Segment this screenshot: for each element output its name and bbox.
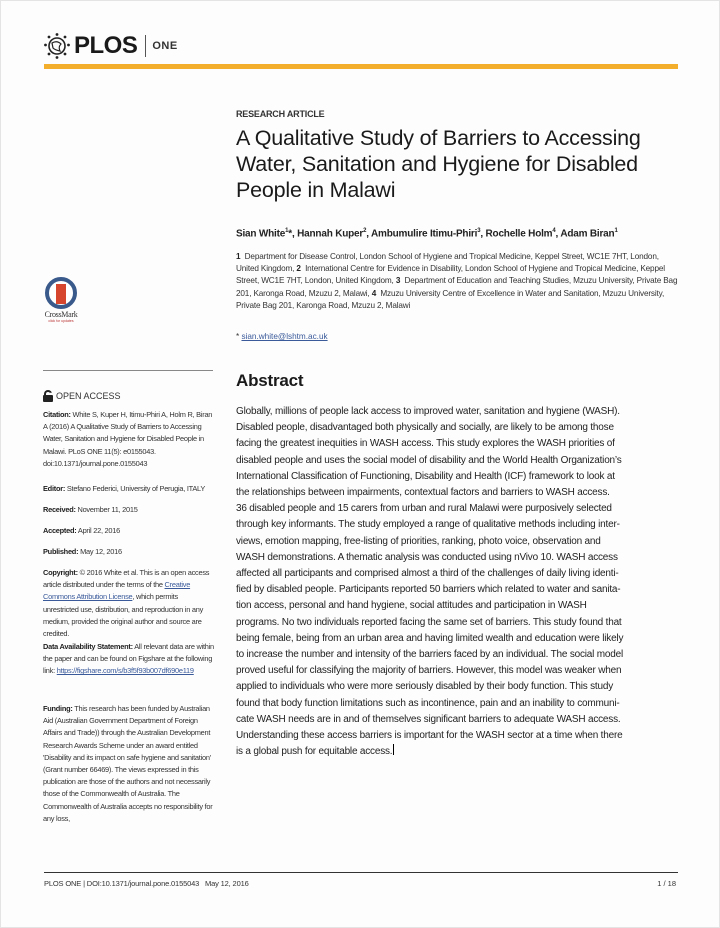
- copyright-text: © 2016 White et al. This is an open access article distributed under the terms of the: [43, 568, 210, 590]
- abstract-line: applied to individuals who were more seriously disabled by their body function. This study: [236, 681, 614, 693]
- abstract-line: tion access, personal and hand hygiene, social attitudes and participation in WASH: [236, 600, 587, 612]
- abstract-body[interactable]: [236, 404, 682, 760]
- affiliations: [236, 251, 681, 312]
- abstract-line: is a global push for equitable access.: [236, 746, 393, 758]
- footer-divider: [44, 872, 678, 873]
- crossmark-badge[interactable]: [39, 277, 83, 331]
- corresponding-author: [236, 332, 328, 341]
- abstract-line: WASH demonstrations. A thematic analysis was conducted using nVivo 10. WASH access: [236, 551, 618, 563]
- author-affil-sup: 3: [477, 228, 481, 234]
- abstract-line: International Classification of Functioning, Disability and Health (ICF) framework to look at: [236, 470, 615, 482]
- data-availability-block: [43, 641, 215, 678]
- author-affil-sup: 1: [614, 228, 618, 234]
- affil-number: 1: [236, 252, 241, 261]
- logo-journal-text: ONE: [152, 40, 178, 52]
- published-date: May 12, 2016: [80, 547, 122, 556]
- author-name: Sian White: [236, 228, 286, 240]
- open-lock-icon: [43, 390, 53, 402]
- editor-block: [43, 483, 215, 495]
- data-availability-label: Data Availability Statement:: [43, 642, 133, 651]
- affil-text: Department of Education and Teaching Studies, Mzuzu University, Private Bag 201, Karonga Road, Mzuzu 2, Malawi,: [236, 276, 678, 298]
- abstract-line: fied by disabled people. Participants reported 50 barriers which related to water and sanita-: [236, 584, 621, 596]
- affil-number: 3: [395, 276, 401, 286]
- funding-label: Funding:: [43, 704, 73, 713]
- text-cursor: [393, 744, 394, 755]
- published-block: [43, 546, 215, 558]
- open-access-badge: [43, 390, 121, 402]
- author-affil-sup: 4: [552, 228, 556, 234]
- abstract-line: being female, being from an urban area and having limited wealth and education were likely: [236, 632, 624, 644]
- author-affil-sup: 1: [285, 228, 289, 234]
- crossmark-flag-icon: [56, 284, 66, 304]
- crossmark-sublabel: click for updates: [48, 319, 74, 323]
- article-title: A Qualitative Study of Barriers to Accessing Water, Sanitation and Hygiene for Disabled People in Malawi: [236, 126, 641, 202]
- affil-text: International Centre for Evidence in Disability, London School of Hygiene and Tropical Medicine, Keppel Street, WC1E 7HT, London, United Kingdom,: [236, 264, 665, 286]
- corresponding-mark: *: [236, 332, 240, 341]
- sidebar-divider: [43, 370, 213, 371]
- copyright-text-cont: , which permits unrestricted use, distribution, and reproduction in any medium, provided the original author and source are credited.: [43, 592, 204, 639]
- logo-separator: [145, 35, 146, 57]
- affil-text: Mzuzu University Centre of Excellence in Water and Sanitation, Mzuzu University, Private Bag 201, Karonga Road, Mzuzu 2, Malawi: [236, 288, 665, 310]
- citation-label: Citation:: [43, 410, 71, 419]
- published-label: Published:: [43, 547, 79, 556]
- accepted-date: April 22, 2016: [77, 526, 120, 535]
- editor-text: Stefano Federici, University of Perugia, ITALY: [66, 484, 206, 493]
- author-name: Rochelle Holm: [485, 228, 553, 240]
- received-label: Received:: [43, 505, 76, 514]
- plos-one-logo[interactable]: [43, 31, 178, 61]
- abstract-heading: Abstract: [236, 371, 304, 390]
- abstract-line: through key informants. The study employed a range of qualitative methods including inter-: [236, 519, 620, 531]
- author-name: Hannah Kuper: [297, 228, 364, 240]
- abstract-line: to increase the number and intensity of the barriers faced by an individual. The social model: [236, 649, 624, 661]
- article-type: RESEARCH ARTICLE: [236, 109, 325, 119]
- author-name: Ambumulire Itimu-Phiri: [371, 228, 478, 240]
- citation-block: [43, 409, 215, 470]
- footer-journal-doi: PLOS ONE | DOI:10.1371/journal.pone.0155043 May 12, 2016: [44, 879, 249, 888]
- abstract-line: disabled people and uses the social model of disability and the World Health Organization’s: [236, 454, 622, 466]
- copyright-block: [43, 567, 215, 640]
- author-affil-sup: 2: [363, 228, 367, 234]
- logo-plos-text: PLOS: [74, 32, 138, 59]
- header-accent-bar: [44, 64, 678, 69]
- accepted-block: [43, 525, 215, 537]
- copyright-label: Copyright:: [43, 568, 78, 577]
- plos-globe-icon: [43, 32, 71, 60]
- received-block: [43, 504, 215, 516]
- crossmark-icon: [45, 277, 77, 309]
- author-list: Sian White$^1$*, Hannah Kuper$^2$, Ambumulire Itimu-Phiri$^3$, Rochelle Holm$^4$, Adam Biran$^1$: [236, 228, 618, 240]
- funding-block: [43, 703, 215, 825]
- affil-text: Department for Disease Control, London School of Hygiene and Tropical Medicine, Keppel Street, WC1E 7HT, London, United Kingdom,: [236, 252, 659, 274]
- received-date: November 11, 2015: [77, 505, 138, 514]
- affil-number: 4: [371, 288, 377, 298]
- page-number: 1 / 18: [657, 879, 676, 888]
- open-access-label: OPEN ACCESS: [56, 391, 121, 401]
- corresponding-mark: *: [288, 228, 292, 240]
- editor-label: Editor:: [43, 484, 66, 493]
- abstract-line: the relationships between impairments, contextual factors and barriers to WASH access.: [236, 487, 610, 499]
- abstract-line: programs. No two individuals reported facing the same set of barriers. This study found that: [236, 616, 622, 628]
- abstract-line-last: [236, 744, 682, 760]
- abstract-line: cate WASH needs are in and of themselves significant barriers to adequate WASH access.: [236, 713, 621, 725]
- abstract-line: Disabled people, disadvantaged both physically and socially, are likely to be among those: [236, 422, 614, 434]
- abstract-line: views, emotion mapping, free-listing of priorities, ranking, photo voice, observation and: [236, 535, 601, 547]
- abstract-line: affected all participants and comprised almost a third of the challenges of daily living identi-: [236, 568, 619, 580]
- corresponding-email-link[interactable]: sian.white@lshtm.ac.uk: [241, 332, 328, 341]
- citation-text: White S, Kuper H, Itimu-Phiri A, Holm R, Biran A (2016) A Qualitative Study of Barriers to Accessing Water, Sanitation and Hygiene for Disabled People in Malawi. PLoS ONE 11(5): e0155043. doi:10.1371/journal.pone.0155043: [43, 410, 213, 468]
- data-availability-text: All relevant data are within the paper and can be found on Figshare at the following link:: [43, 642, 214, 676]
- figshare-link[interactable]: https://figshare.com/s/b3f5f93b007df690e119: [56, 666, 194, 676]
- funding-text: This research has been funded by Australian Aid (Australian Government Department of Foreign Affairs and Trade)) through the Australian Development Research Awards Scheme under an award entitled 'Disability and its impact on safe hygiene and sanitation' (Grant number 66469). The views expressed in this publication are those of the authors and not necessarily those of the Commonwealth of Australia. The Commonwealth of Australia accepts no responsibility for any loss,: [43, 704, 213, 823]
- abstract-line: 36 disabled people and 15 carers from urban and rural Malawi were purposively selected: [236, 503, 612, 515]
- abstract-line: found that body function limitations such as incontinence, pain and an inability to communi-: [236, 697, 620, 709]
- abstract-line: Globally, millions of people lack access to improved water, sanitation and hygiene (WASH).: [236, 406, 620, 417]
- cc-license-link[interactable]: Creative Commons Attribution License: [43, 580, 191, 602]
- accepted-label: Accepted:: [43, 526, 77, 535]
- abstract-line: proved useful for classifying the majority of barriers. However, this model was weaker when: [236, 665, 622, 677]
- crossmark-label: CrossMark: [44, 310, 78, 319]
- abstract-line: Understanding these access barriers is important for the WASH sector at a time when there: [236, 730, 623, 742]
- affil-number: 2: [296, 264, 301, 274]
- abstract-line: facing the greatest inequities in WASH access. This study explores the WASH priorities of: [236, 438, 615, 450]
- author-name: Adam Biran: [560, 228, 615, 240]
